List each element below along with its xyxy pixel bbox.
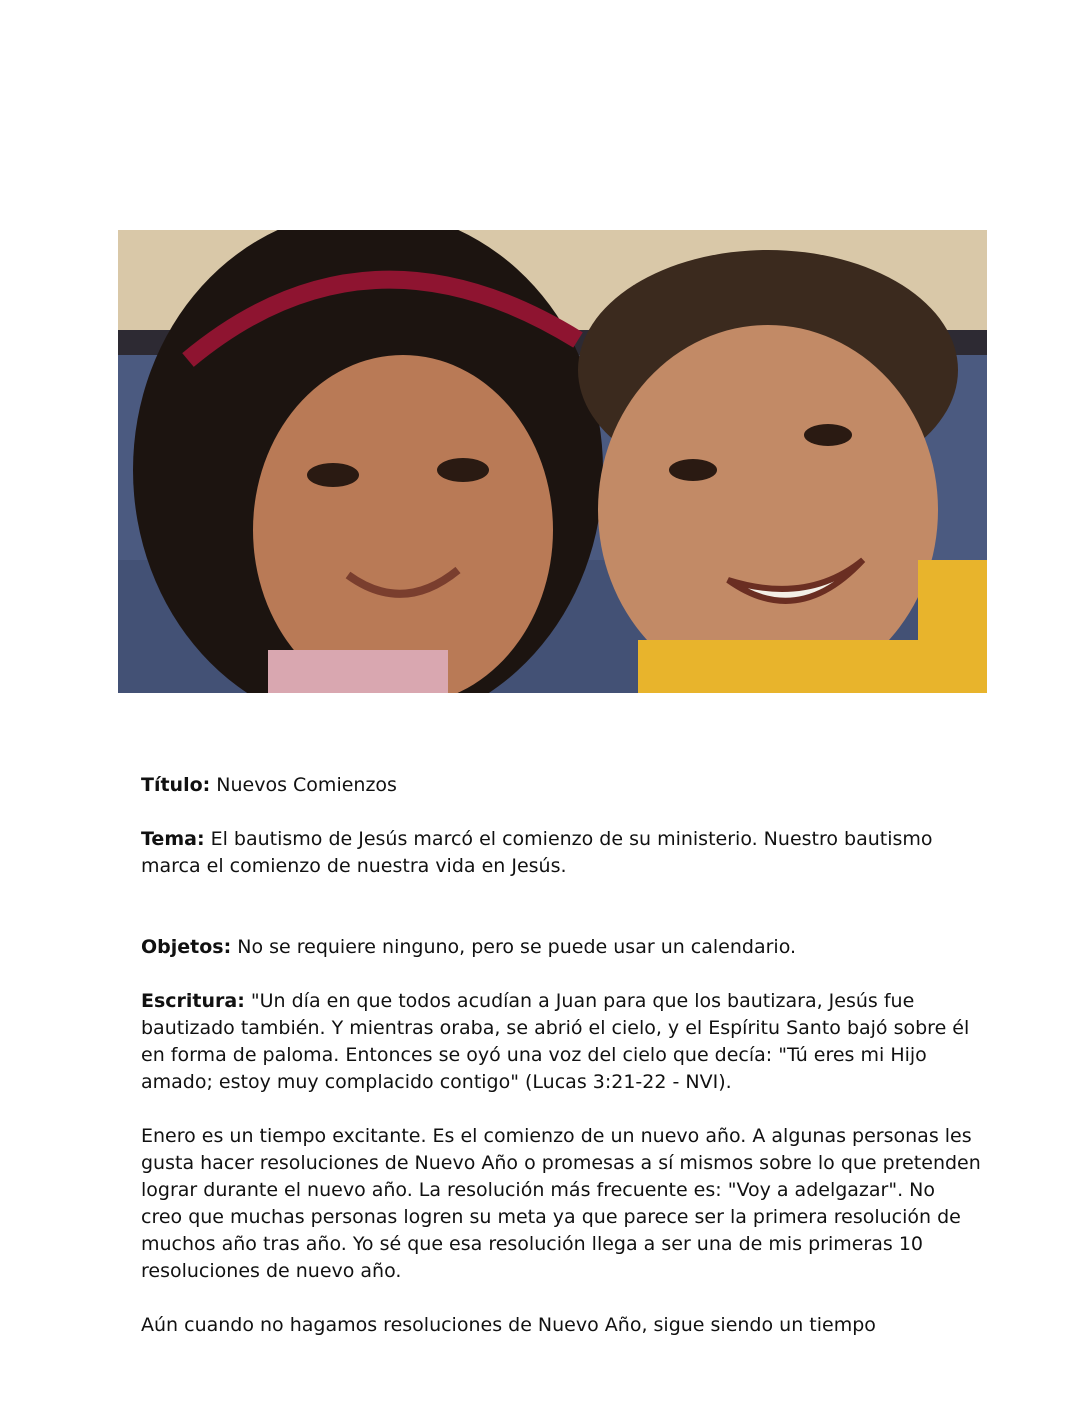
title-label: Título: (141, 774, 211, 796)
body-paragraph-2: Aún cuando no hagamos resoluciones de Nuevo Año, sigue siendo un tiempo (141, 1314, 876, 1336)
theme-value: El bautismo de Jesús marcó el comienzo de su ministerio. Nuestro bautismo marca el comienzo de nuestra vida en Jesús. (141, 828, 933, 877)
objects-label: Objetos: (141, 936, 232, 958)
scripture-paragraph (141, 988, 981, 1096)
title-value: Nuevos Comienzos (210, 774, 397, 796)
title-line (141, 772, 981, 799)
theme-line (141, 826, 981, 880)
photo-two-children-icon (118, 230, 987, 693)
children-photo (118, 230, 987, 693)
objects-line (141, 934, 981, 961)
document-body (141, 772, 981, 1339)
scripture-value: "Un día en que todos acudían a Juan para que los bautizara, Jesús fue bautizado también. Y mientras oraba, se abrió el cielo, y el Espíritu Santo bajó sobre él en forma de paloma. Entonces se oyó una voz del cielo que decía: "Tú eres mi Hijo amado; estoy muy complacido contigo" (Lucas 3:21-22 - NVI). (141, 990, 970, 1093)
body-paragraph-1: Enero es un tiempo excitante. Es el comienzo de un nuevo año. A algunas personas les gusta hacer resoluciones de Nuevo Año o promesas a sí mismos sobre lo que pretenden lograr durante el nuevo año. La resolución más frecuente es: "Voy a adelgazar". No creo que muchas personas logren su meta ya que parece ser la primera resolución de muchos año tras año. Yo sé que esa resolución llega a ser una de mis primeras 10 resoluciones de nuevo año. (141, 1125, 981, 1282)
theme-label: Tema: (141, 828, 205, 850)
objects-value: No se requiere ninguno, pero se puede usar un calendario. (231, 936, 797, 958)
scripture-label: Escritura: (141, 990, 245, 1012)
